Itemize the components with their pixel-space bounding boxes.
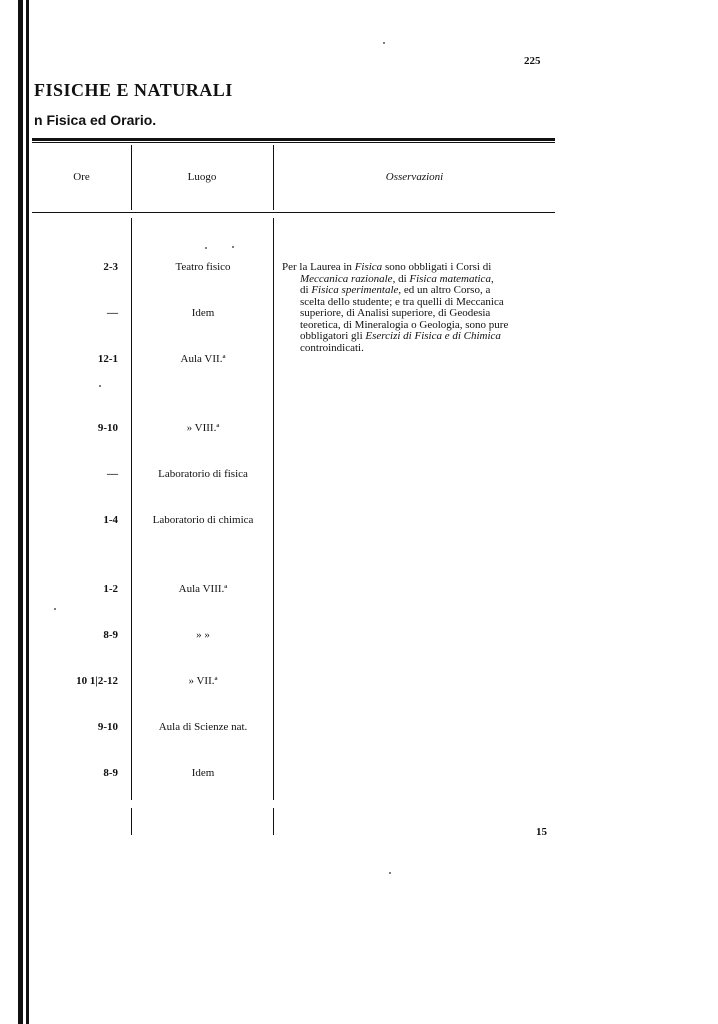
section-heading: FISICHE E NATURALI (34, 80, 233, 100)
table-row-luogo: Teatro fisico (175, 261, 231, 273)
scan-speck (99, 385, 101, 387)
scan-speck (383, 42, 385, 44)
table-row-luogo: » VII.ª (188, 675, 218, 687)
page-number: 225 (524, 55, 541, 67)
scan-speck (54, 608, 56, 610)
table-top-rule-thin (32, 142, 555, 143)
table-row-luogo: Aula VIII.ª (178, 583, 228, 595)
table-row-ore: 1-2 (103, 583, 118, 595)
table-row-luogo: » » (196, 629, 210, 641)
section-subheading: n Fisica ed Orario. (34, 112, 157, 128)
column-divider-foot-1 (131, 808, 132, 835)
scan-speck (389, 872, 391, 874)
column-header-ore: Ore (73, 171, 90, 183)
table-row-ore: 8-9 (103, 767, 118, 779)
column-divider-foot-2 (273, 808, 274, 835)
table-row-ore: 9-10 (97, 721, 118, 733)
column-divider-body-2 (273, 218, 274, 800)
table-row-ore: 9-10 (97, 422, 118, 434)
table-row-luogo: Idem (191, 307, 215, 319)
page-binding-edge (18, 0, 32, 1024)
table-row-luogo: Idem (191, 767, 215, 779)
table-row-luogo: Aula di Scienze nat. (158, 721, 248, 733)
table-row-luogo: Aula VII.ª (180, 353, 226, 365)
table-row-ore: — (107, 468, 118, 480)
table-row-ore: 1-4 (103, 514, 118, 526)
table-row-luogo: Laboratorio di chimica (152, 514, 254, 526)
table-row-ore: 2-3 (103, 261, 118, 273)
scan-speck (205, 247, 207, 249)
table-row-ore: 10 1|2-12 (76, 675, 118, 687)
scan-speck (232, 246, 234, 248)
table-row-ore: 12-1 (97, 353, 118, 365)
table-top-rule (32, 138, 555, 141)
column-header-luogo: Luogo (187, 171, 217, 183)
column-divider-body-1 (131, 218, 132, 800)
table-row-ore: — (107, 307, 118, 319)
observation-note: Per la Laurea in Fisica sono obbligati i Corsi di Meccanica razionale, di Fisica matematica, di Fisica sperimentale, ed un altro Corso, a scelta dello studente; e tra quelli di Meccanica superiore, di Analisi superiore, di Geodesia teoretica, di Mineralogia o Geologia, sono pure obbligatori gli Esercizi di Fisica e di Chimica controindicati. (282, 261, 509, 354)
column-header-osservazioni: Osservazioni (385, 171, 444, 183)
signature-number: 15 (536, 826, 547, 838)
table-row-luogo: » VIII.ª (186, 422, 220, 434)
table-row-luogo: Laboratorio di fisica (158, 468, 248, 480)
header-bottom-rule (32, 212, 555, 213)
table-row-ore: 8-9 (103, 629, 118, 641)
